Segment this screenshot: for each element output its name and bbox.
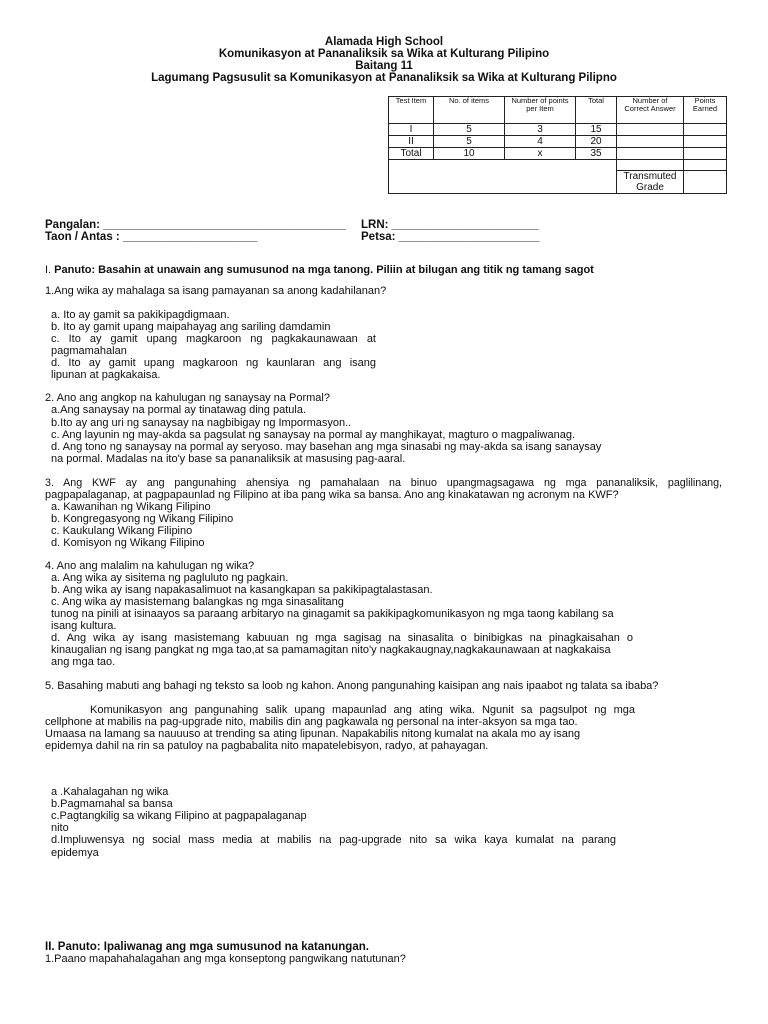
q2-choice-a[interactable]: a.Ang sanaysay na pormal ay tinatawag ding patula. xyxy=(51,404,306,416)
part2-instruction: II. Panuto: Ipaliwanag ang mga sumusunod na katanungan. xyxy=(45,941,369,953)
q3-choice-c[interactable]: c. Kaukulang Wikang Filipino xyxy=(51,525,193,537)
header-points-per-item: Number of points per Item xyxy=(505,97,576,124)
q5-passage-line-4: epidemya dahil na rin sa patuloy na pagbabalita nito mapatelebisyon, radyo, at pahayagan. xyxy=(45,740,489,752)
part2-question-1: 1.Paano mapahahalagahan ang mga konseptong pangwikang natutunan? xyxy=(45,953,406,965)
q5-choice-b[interactable]: b.Pagmamahal sa bansa xyxy=(51,798,173,810)
question-2: 2. Ano ang angkop na kahulugan ng sanaysay na Pormal? xyxy=(45,392,330,404)
subject-title: Komunikasyon at Pananaliksik sa Wika at Kulturang Pilipino xyxy=(218,48,550,60)
question-3-cont: pagpapalaganap, at pagpapaunlad ng Filipino at iba pang wika sa bansa. Ano ang kinakatawan ng acronym na KWF? xyxy=(45,489,619,501)
cell-points: 3 xyxy=(505,124,576,136)
q2-choice-d[interactable]: d. Ang tono ng sanaysay na pormal ay seryoso. may basehan ang mga sinasabi ng may-akda sa isang sanaysay xyxy=(51,441,602,453)
cell-points-earned xyxy=(684,148,727,160)
q4-choice-c-cont: tunog na pinili at isinaayos sa paraang arbitaryo na ginagamit sa pakikipagkomunikasyon ng mga taong kabilang sa xyxy=(51,608,614,620)
part1-instruction xyxy=(45,264,594,276)
cell-items: 10 xyxy=(434,148,505,160)
cell-blank-area xyxy=(389,160,617,194)
cell-test-item: I xyxy=(389,124,434,136)
year-section-field[interactable]: Taon / Antas : _____________________ xyxy=(45,231,258,243)
q4-choice-d-cont: kinaugalian ng isang pangkat ng mga tao,at sa pamamagitan nito'y nagkakaugnay,nagkakaunawaan at nagkakaisa xyxy=(51,644,611,656)
cell-points-earned xyxy=(684,136,727,148)
cell-total: 35 xyxy=(576,148,617,160)
q5-choice-a[interactable]: a .Kahalagahan ng wika xyxy=(51,786,169,798)
cell-test-item: II xyxy=(389,136,434,148)
q4-choice-c-cont2: isang kultura. xyxy=(51,620,117,632)
q3-choice-a[interactable]: a. Kawanihan ng Wikang Filipino xyxy=(51,501,211,513)
school-name: Alamada High School xyxy=(324,36,444,48)
header-correct-answer: Number of Correct Answer xyxy=(617,97,684,124)
q1-choice-b[interactable]: b. Ito ay gamit upang maipahayag ang sariling damdamin xyxy=(51,321,331,333)
q5-passage-line-2: cellphone at mabilis na pag-upgrade nito, mabilis din ang pagkawala ng personal na inter-aksyon sa mga tao. xyxy=(45,716,578,728)
score-row-2 xyxy=(389,136,727,148)
cell-items: 5 xyxy=(434,124,505,136)
q3-choice-b[interactable]: b. Kongregasyong ng Wikang Filipino xyxy=(51,513,234,525)
question-3: 3. Ang KWF ay ang pangunahing ahensiya ng pamahalaan na binuo upangmagsagawa ng mga pananaliksik, paglilinang, xyxy=(45,477,722,489)
cell-correct-answer xyxy=(617,124,684,136)
cell-points: 4 xyxy=(505,136,576,148)
cell-items: 5 xyxy=(434,136,505,148)
header-no-of-items: No. of items xyxy=(434,97,505,124)
q5-choice-c[interactable]: c.Pagtangkilig sa wikang Filipino at pagpapalaganap xyxy=(51,810,307,822)
q2-choice-c[interactable]: c. Ang layunin ng may-akda sa pagsulat ng sanaysay na pormal ay manghikayat, magturo o magpaliwanag. xyxy=(51,429,576,441)
question-4: 4. Ano ang malalim na kahulugan ng wika? xyxy=(45,560,255,572)
cell-blank xyxy=(684,160,727,171)
score-row-1 xyxy=(389,124,727,136)
q5-choice-d[interactable]: d.Impluwensya ng social mass media at mabilis na pag-upgrade nito sa wika kaya kumalat na parang xyxy=(51,834,616,846)
date-field[interactable]: Petsa: ______________________ xyxy=(361,231,540,243)
q2-choice-d-cont: na pormal. Madalas na ito'y base sa pananaliksik at masusing pag-aaral. xyxy=(51,453,406,465)
q3-choice-d[interactable]: d. Komisyon ng Wikang Filipino xyxy=(51,537,205,549)
header-total: Total xyxy=(576,97,617,124)
score-table-header-row xyxy=(389,97,727,124)
q4-choice-b[interactable]: b. Ang wika ay isang napakasalimuot na kasangkapan sa pakikipagtalastasan. xyxy=(51,584,433,596)
exam-title: Lagumang Pagsusulit sa Komunikasyon at Pananaliksik sa Wika at Kulturang Pilipno xyxy=(151,72,617,84)
q5-passage-line-1: Komunikasyon ang pangunahing salik upang mapaunlad ang ating wika. Ngunit sa pagsulpot ng mga xyxy=(90,704,635,716)
q1-choice-d-cont: lipunan at pagkakaisa. xyxy=(51,369,161,381)
cell-correct-answer xyxy=(617,148,684,160)
header-points-earned: Points Earned xyxy=(684,97,727,124)
q5-passage-line-3: Umaasa na lamang sa nauuuso at trending sa ating lipunan. Napakabilis nitong kumalat na akala mo ay isang xyxy=(45,728,581,740)
name-field[interactable]: Pangalan: ______________________________________ xyxy=(45,219,347,231)
cell-correct-answer xyxy=(617,136,684,148)
q4-choice-a[interactable]: a. Ang wika ay sisitema ng pagluluto ng pagkain. xyxy=(51,572,289,584)
q1-choice-a[interactable]: a. Ito ay gamit sa pakikipagdigmaan. xyxy=(51,309,230,321)
part1-instruction-text: Panuto: Basahin at unawain ang sumusunod na mga tanong. Piliin at bilugan ang titik ng tamang sagot xyxy=(51,264,594,276)
cell-test-item: Total xyxy=(389,148,434,160)
question-5: 5. Basahing mabuti ang bahagi ng teksto sa loob ng kahon. Anong pangunahing kaisipan ang nais ipaabot ng talata sa ibaba? xyxy=(45,680,659,692)
transmuted-grade-label: Transmuted Grade xyxy=(617,171,684,194)
q5-choice-c-cont: nito xyxy=(51,822,69,834)
q4-choice-d-cont2: ang mga tao. xyxy=(51,656,116,668)
part1-roman: I. xyxy=(45,264,52,276)
question-1: 1.Ang wika ay mahalaga sa isang pamayanan sa anong kadahilanan? xyxy=(45,285,387,297)
cell-total: 15 xyxy=(576,124,617,136)
grade-level: Baitang 11 xyxy=(355,60,413,72)
q4-choice-c[interactable]: c. Ang wika ay masistemang balangkas ng mga sinasalitang xyxy=(51,596,344,608)
q1-choice-d[interactable]: d. Ito ay gamit upang magkaroon ng kaunlaran ang isang xyxy=(51,357,376,369)
cell-blank xyxy=(617,160,684,171)
q1-choice-c-cont: pagmamahalan xyxy=(51,345,127,357)
q2-choice-b[interactable]: b.Ito ay ang uri ng sanaysay na nagbibigay ng Impormasyon.. xyxy=(51,417,352,429)
lrn-field[interactable]: LRN: _______________________ xyxy=(361,219,539,231)
score-row-spacer xyxy=(389,160,727,171)
q1-choice-c[interactable]: c. Ito ay gamit upang magkaroon ng pagkakaunawaan at xyxy=(51,333,376,345)
score-row-total xyxy=(389,148,727,160)
header-test-item: Test Item xyxy=(389,97,434,124)
q4-choice-d[interactable]: d. Ang wika ay isang masistemang kabuuan ng mga sagisag na sinasalita o binibigkas na pinagkaisahan o xyxy=(51,632,633,644)
score-table xyxy=(388,96,727,194)
q5-choice-d-cont: epidemya xyxy=(51,847,99,859)
cell-points-earned xyxy=(684,124,727,136)
cell-total: 20 xyxy=(576,136,617,148)
cell-points: x xyxy=(505,148,576,160)
transmuted-grade-value xyxy=(684,171,727,194)
